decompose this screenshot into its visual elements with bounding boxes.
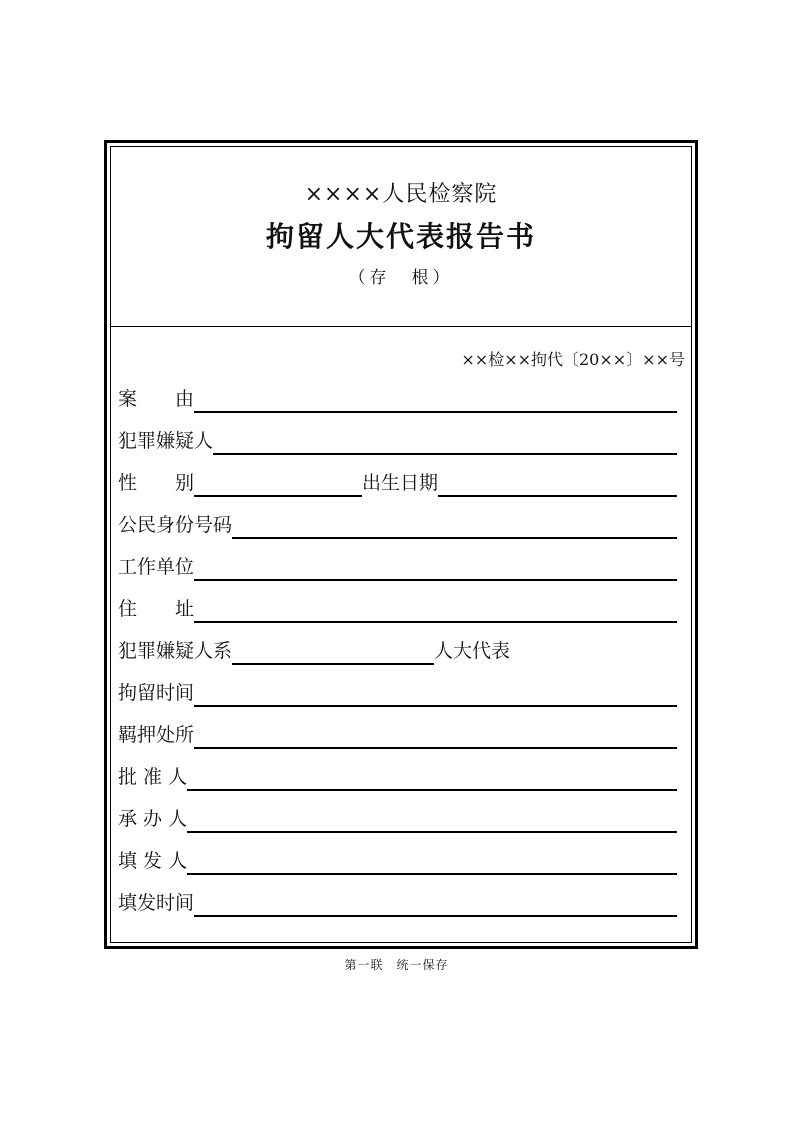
field-label: 出生日期 — [362, 472, 439, 494]
document-subtitle: （存 根） — [348, 268, 454, 288]
blank-line[interactable] — [187, 849, 677, 875]
field-label: 案 由 — [118, 388, 195, 410]
footer-note: 第一联 统一保存 — [344, 958, 449, 972]
field-suspect-deputy — [118, 635, 677, 665]
blank-line[interactable] — [194, 723, 677, 749]
field-label: 性 别 — [118, 472, 195, 494]
field-address — [118, 593, 677, 623]
document-inner-border — [110, 146, 692, 943]
field-label: 犯罪嫌疑人系 — [118, 640, 233, 662]
field-issuer — [118, 845, 677, 875]
field-approver — [118, 761, 677, 791]
blank-line[interactable] — [194, 555, 677, 581]
field-label: 住 址 — [118, 598, 195, 620]
field-label: 填发时间 — [118, 892, 195, 914]
field-label: 拘留时间 — [118, 682, 195, 704]
field-label: 工作单位 — [118, 556, 195, 578]
document-frame — [104, 140, 698, 949]
field-label: 羁押处所 — [118, 724, 195, 746]
blank-line[interactable] — [194, 387, 677, 413]
blank-line[interactable] — [187, 807, 677, 833]
blank-line[interactable] — [194, 681, 677, 707]
field-label: 承 办 人 — [118, 808, 188, 830]
field-suspect — [118, 425, 677, 455]
field-label: 公民身份号码 — [118, 514, 233, 536]
blank-line[interactable] — [194, 597, 677, 623]
blank-line[interactable] — [232, 513, 677, 539]
blank-line[interactable] — [194, 891, 677, 917]
document-title: 拘留人大代表报告书 — [265, 220, 536, 253]
blank-line[interactable] — [232, 639, 434, 665]
field-label: 人大代表 — [434, 640, 511, 662]
field-id-number — [118, 509, 677, 539]
field-custody-place — [118, 719, 677, 749]
blank-line[interactable] — [438, 471, 677, 497]
document-number: ××检××拘代〔20××〕××号 — [461, 350, 685, 369]
field-detention-time — [118, 677, 677, 707]
field-label: 批 准 人 — [118, 766, 188, 788]
field-case-reason — [118, 383, 677, 413]
field-handler — [118, 803, 677, 833]
field-issue-time — [118, 887, 677, 917]
blank-line[interactable] — [213, 429, 677, 455]
organization-name: ××××人民检察院 — [304, 182, 498, 207]
header-section — [111, 147, 691, 327]
blank-line[interactable] — [187, 765, 677, 791]
field-gender-birth — [118, 467, 677, 497]
field-work-unit — [118, 551, 677, 581]
blank-line[interactable] — [194, 471, 362, 497]
field-label: 犯罪嫌疑人 — [118, 430, 214, 452]
field-label: 填 发 人 — [118, 850, 188, 872]
